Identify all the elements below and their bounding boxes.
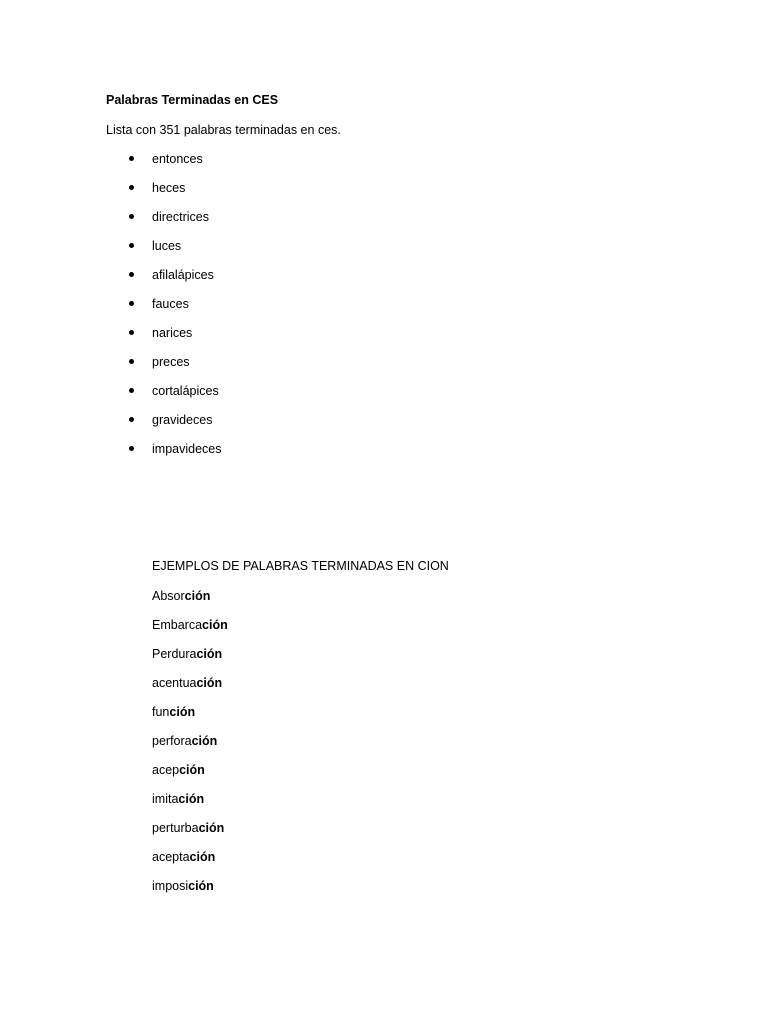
cion-word-list: [152, 588, 228, 907]
bullet-icon: [129, 446, 134, 451]
list-item: [152, 646, 228, 675]
list-item: [152, 588, 228, 617]
word-suffix: ción: [184, 589, 211, 603]
word-stem: acentua: [152, 676, 197, 690]
list-item: [152, 704, 228, 733]
word-stem: fun: [152, 705, 170, 719]
bullet-icon: [129, 272, 134, 277]
word-suffix: ción: [196, 676, 223, 690]
word-stem: Perdura: [152, 647, 197, 661]
document-title: Palabras Terminadas en CES: [106, 93, 279, 107]
list-item-text: fauces: [152, 297, 189, 311]
word-stem: perfora: [152, 734, 192, 748]
word-stem: imposi: [152, 879, 189, 893]
word-suffix: ción: [169, 705, 196, 719]
list-item-text: luces: [152, 239, 182, 253]
list-item-text: narices: [152, 326, 193, 340]
intro-paragraph: Lista con 351 palabras terminadas en ces.: [106, 123, 341, 137]
word-suffix: ción: [189, 850, 216, 864]
bullet-icon: [129, 417, 134, 422]
bullet-icon: [129, 185, 134, 190]
cion-section-heading: EJEMPLOS DE PALABRAS TERMINADAS EN CION: [152, 559, 449, 573]
list-item: [152, 733, 228, 762]
word-stem: imita: [152, 792, 179, 806]
list-item: [152, 675, 228, 704]
word-suffix: ción: [202, 618, 228, 632]
word-suffix: ción: [196, 647, 223, 661]
list-item: [152, 617, 228, 646]
list-item: [152, 762, 228, 791]
list-item-text: entonces: [152, 152, 203, 166]
bullet-icon: [129, 243, 134, 248]
bullet-icon: [129, 359, 134, 364]
list-item-text: afilalápices: [152, 268, 214, 282]
word-stem: acepta: [152, 850, 190, 864]
bullet-icon: [129, 214, 134, 219]
bullet-icon: [129, 330, 134, 335]
word-stem: perturba: [152, 821, 199, 835]
word-stem: Embarca: [152, 618, 203, 632]
list-item-text: heces: [152, 181, 186, 195]
bullet-icon: [129, 301, 134, 306]
word-suffix: ción: [191, 734, 218, 748]
list-item-text: preces: [152, 355, 190, 369]
bullet-icon: [129, 156, 134, 161]
list-item-text: directrices: [152, 210, 209, 224]
list-item-text: cortalápices: [152, 384, 219, 398]
word-suffix: ción: [198, 821, 225, 835]
list-item: [152, 878, 228, 907]
word-suffix: ción: [178, 792, 205, 806]
list-item: [152, 791, 228, 820]
list-item-text: impavideces: [152, 442, 222, 456]
word-suffix: ción: [179, 763, 205, 777]
list-item-text: gravideces: [152, 413, 213, 427]
list-item: [152, 849, 228, 878]
word-suffix: ción: [188, 879, 214, 893]
bullet-icon: [129, 388, 134, 393]
word-stem: Absor: [152, 589, 185, 603]
list-item: [152, 820, 228, 849]
word-stem: acep: [152, 763, 180, 777]
